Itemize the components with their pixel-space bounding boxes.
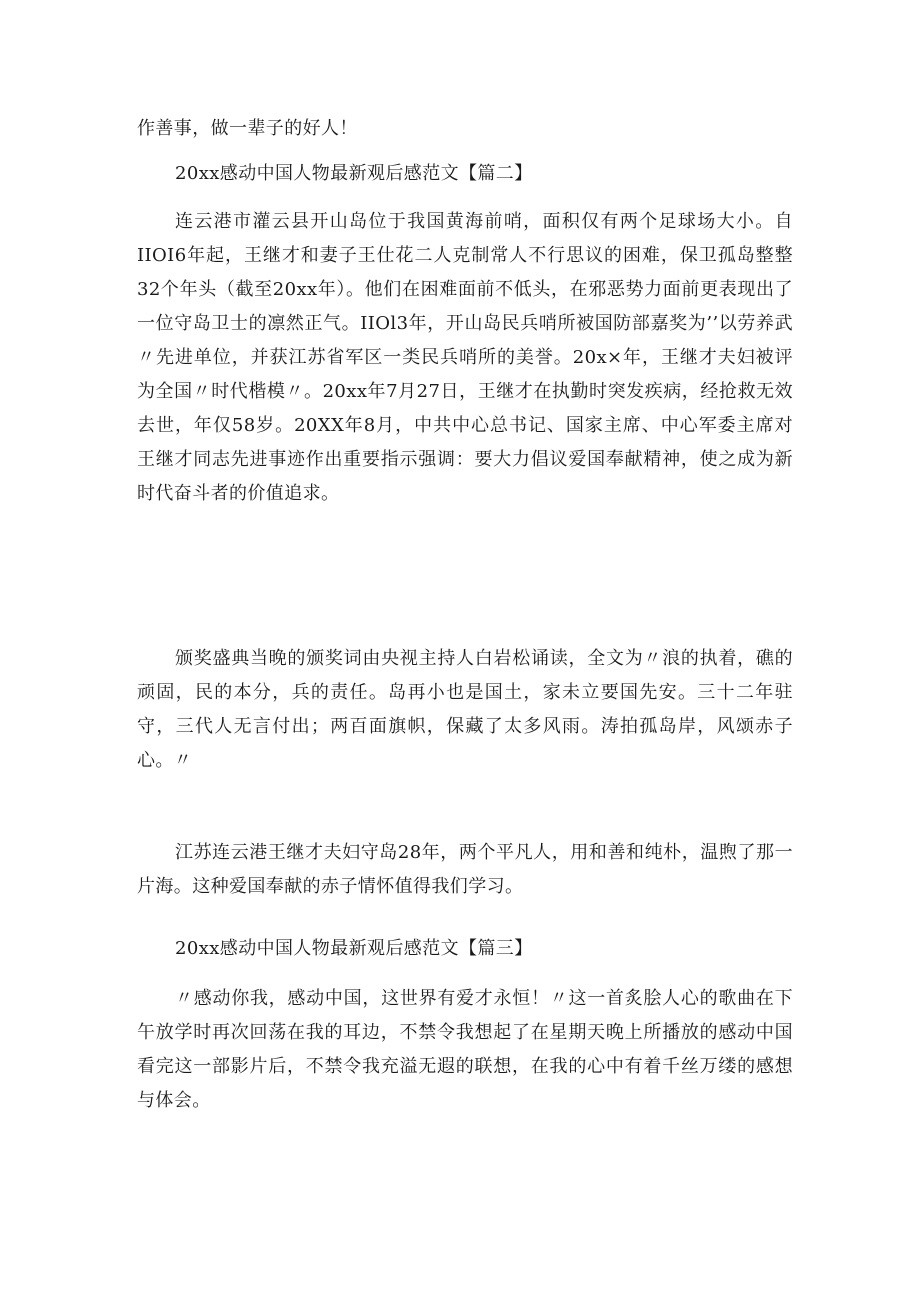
paragraph-2-2: 颁奖盛典当晚的颁奖词由央视主持人白岩松诵读，全文为〃浪的执着，礁的顽固，民的本分，兵的责任。岛再小也是国土，家未立要国先安。三十二年驻守，三代人无言付出；两百面旗帜，保藏了太多风雨。涛拍孤岛岸，风颂赤子心。〃 — [137, 648, 793, 771]
paragraph-continued: 作善事，做一辈子的好人！ — [137, 118, 358, 139]
paragraph-2-3: 江苏连云港王继才夫妇守岛28年，两个平凡人，用和善和纯朴，温煦了那一片海。这种爱国奉献的赤子情怀值得我们学习。 — [137, 842, 793, 897]
section-heading-3: 20xx感动中国人物最新观后感范文【篇三】 — [175, 938, 533, 959]
section-heading-2: 20xx感动中国人物最新观后感范文【篇二】 — [175, 163, 533, 184]
paragraph-2-1: 连云港市灌云县开山岛位于我国黄海前哨，面积仅有两个足球场大小。自IIOI6年起，王继才和妻子王仕花二人克制常人不行思议的困难，保卫孤岛整整32个年头（截至20xx年）。他们在困难面前不低头，在邪恶势力面前更表现出了一位守岛卫士的凛然正气。IIOl3年，开山岛民兵哨所被国防部嘉奖为’’以劳养武〃先进单位，并获江苏省军区一类民兵哨所的美誉。20x×年，王继才夫妇被评为全国〃时代楷模〃。20xx年7月27日，王继才在执勤时突发疾病，经抢救无效去世，年仅58岁。20XX年8月，中共中心总书记、国家主席、中心军委主席对王继才同志先进事迹作出重要指示强调：要大力倡议爱国奉献精神，使之成为新时代奋斗者的价值追求。 — [137, 211, 793, 504]
paragraph-3-1: 〃感动你我，感动中国，这世界有爱才永恒！〃这一首炙脍人心的歌曲在下午放学时再次回荡在我的耳边，不禁令我想起了在星期天晚上所播放的感动中国看完这一部影片后，不禁令我充溢无遐的联想，在我的心中有着千丝万缕的感想与体会。 — [137, 988, 793, 1111]
